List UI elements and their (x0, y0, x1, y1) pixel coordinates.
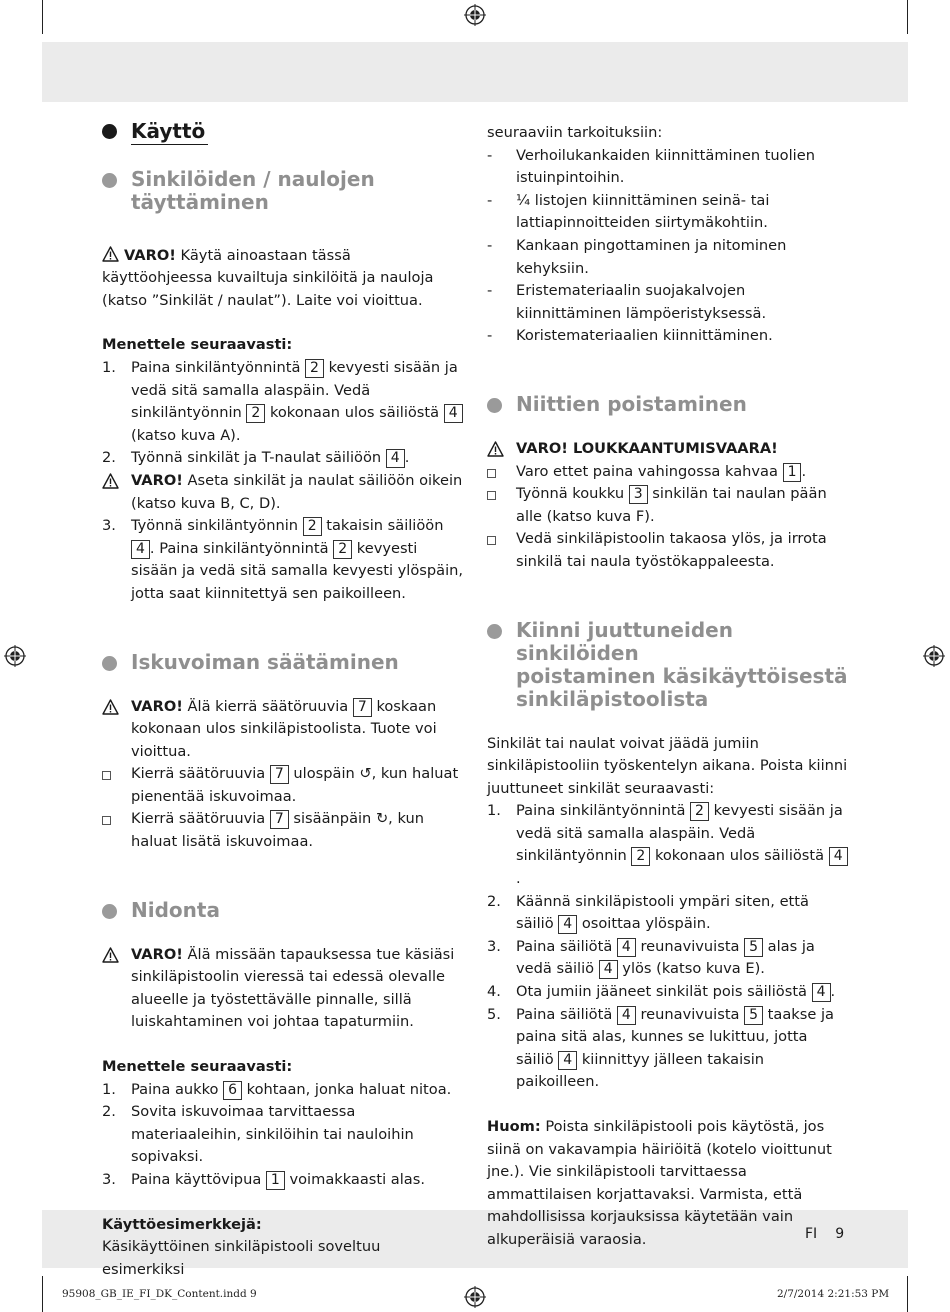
heading-impact: Iskuvoiman säätäminen (102, 651, 464, 674)
list-item: Vedä sinkiläpistoolin takaosa ylös, ja irrota sinkilä tai naula työstökappaleesta. (487, 528, 849, 573)
list-item: Työnnä koukku 3 sinkilän tai naulan pään alle (katso kuva F). (487, 483, 849, 528)
warning-icon (102, 473, 119, 489)
registration-mark-icon (464, 4, 486, 26)
list-item: 3. Paina käyttövipua 1 voimakkaasti alas. (102, 1171, 425, 1188)
crop-mark (907, 1276, 908, 1312)
examples-heading: Käyttöesimerkkejä: (102, 1215, 262, 1233)
list-item: 5. Paina säiliötä 4 reunavivuista 5 taakse ja paina sitä alas, kunnes se lukittuu, jotta säiliö 4 kiinnittyy jälleen takaisin paikoilleen. (487, 1005, 834, 1091)
list-item: 1. Paina sinkiläntyönnintä 2 kevyesti sisään ja vedä sitä samalla alaspäin. Vedä sinkiläntyönnin 2 kokonaan ulos säiliöstä 4. (487, 800, 849, 890)
crop-mark (907, 0, 908, 34)
list-item-warning: VARO! Älä missään tapauksessa tue käsiäsi sinkiläpistoolin vieressä tai edessä olevalle alueelle ja työstettävälle pinnalle, sillä luiskahtaminen voi johtaa tapaturmiin. (102, 944, 464, 1034)
list-item: Varo ettet paina vahingossa kahvaa 1 . (487, 461, 849, 484)
heading-kaytto: Käyttö (102, 118, 208, 144)
list-item: Kierrä säätöruuvia 7 ulospäin ↺, kun haluat pienentää iskuvoimaa. (102, 763, 464, 808)
heading-remove: Niittien poistaminen (487, 393, 849, 416)
page-number: 9 (835, 1226, 845, 1242)
proceed-heading: Menettele seuraavasti: (102, 1058, 293, 1076)
registration-mark-icon (464, 1286, 486, 1308)
crop-mark (42, 1276, 43, 1312)
warning-icon (487, 441, 504, 457)
list-item-warning: VARO! Älä kierrä säätöruuvia 7 koskaan kokonaan ulos sinkiläpistoolista. Tuote voi vioittua. (102, 696, 464, 764)
warning-paragraph: VARO! Käytä ainoastaan tässä käyttöohjeessa kuvailtuja sinkilöitä ja nauloja (katso ”Sinkilät / naulat”). Laite voi vioittua. (102, 246, 434, 309)
warning-heading: VARO! LOUKKAANTUMISVAARA! (487, 438, 849, 461)
list-item: - Verhoilukankaiden kiinnittäminen tuolien istuinpintoihin. (487, 146, 815, 187)
heading-staple: Nidonta (102, 899, 464, 922)
proceed-heading: Menettele seuraavasti: (102, 336, 293, 354)
header-band (42, 42, 908, 102)
heading-fill: Sinkilöiden / naulojen täyttäminen (102, 168, 464, 214)
page-footer (805, 1226, 844, 1242)
list-item: 3. Paina säiliötä 4 reunavivuista 5 alas ja vedä säiliö 4 ylös (katso kuva E). (487, 937, 815, 978)
warning-icon (102, 699, 119, 715)
registration-mark-icon (923, 645, 945, 667)
list-item: - Kankaan pingottaminen ja nitominen kehyksiin. (487, 236, 787, 277)
heading-jam: Kiinni juuttuneiden sinkilöiden poistaminen käsikäyttöisestä sinkiläpistoolista (487, 619, 849, 711)
crop-mark (42, 0, 43, 34)
right-column (487, 122, 849, 1252)
list-item: 3. Työnnä sinkiläntyönnin 2 takaisin säiliöön 4 . Paina sinkiläntyönnintä 2 kevyesti sisään ja vedä sitä samalla kevyesti ylöspäin, jotta saat kiinnitettyä sen paikoilleen. (102, 517, 464, 602)
list-item: - Eristemateriaalin suojakalvojen kiinnittäminen lämpöeristyksessä. (487, 282, 767, 322)
list-item: 4. Ota jumiin jääneet sinkilät pois säiliöstä 4 . (487, 983, 836, 1001)
list-item: 2. Käännä sinkiläpistooli ympäri siten, että säiliö 4 osoittaa ylöspäin. (487, 892, 809, 933)
list-item-warning: VARO! Aseta sinkilät ja naulat säiliöön oikein (katso kuva B, C, D). (102, 470, 464, 515)
warning-icon (102, 246, 119, 262)
registration-mark-icon (4, 645, 26, 667)
examples-text: Käsikäyttöinen sinkiläpistooli soveltuu esimerkiksi (102, 1238, 381, 1278)
continued-text: seuraaviin tarkoituksiin: (487, 124, 663, 141)
slug-date: 2/7/2014 2:21:53 PM (777, 1288, 890, 1300)
list-item: - Koristemateriaalien kiinnittäminen. (487, 327, 773, 345)
note-paragraph: Huom: Poista sinkiläpistooli pois käytöstä, jos siinä on vakavampia häiriöitä (kotelo vioittunut jne.). Vie sinkiläpistooli tarvittaessa ammattilaisen korjattavaksi. Varmista, että mahdollisissa korjauksissa käytetään vain alkuperäisiä varaosia. (487, 1118, 832, 1248)
list-item: 2. Työnnä sinkilät ja T-naulat säiliöön 4 . (102, 449, 410, 467)
list-item: - ¼ listojen kiinnittäminen seinä- tai lattiapinnoitteiden siirtymäkohtiin. (487, 191, 770, 232)
list-item: 1. Paina sinkiläntyönnintä 2 kevyesti sisään ja vedä sitä samalla alaspäin. Vedä sinkiläntyönnin 2 kokonaan ulos säiliöstä 4 (katso kuva A). (102, 357, 464, 447)
left-column (102, 118, 464, 1281)
jam-intro: Sinkilät tai naulat voivat jäädä jumiin sinkiläpistooliin työskentelyn aikana. Poista kiinni juuttuneet sinkilät seuraavasti: (487, 734, 848, 797)
slug-filename: 95908_GB_IE_FI_DK_Content.indd 9 (62, 1288, 257, 1300)
list-item: Kierrä säätöruuvia 7 sisäänpäin ↻, kun haluat lisätä iskuvoimaa. (102, 808, 464, 853)
language-code: FI (805, 1226, 818, 1242)
list-item: 1. Paina aukko 6 kohtaan, jonka haluat nitoa. (102, 1080, 452, 1098)
warning-icon (102, 947, 119, 963)
list-item: 2. Sovita iskuvoimaa tarvittaessa materiaaleihin, sinkilöihin tai nauloihin sopivaksi. (102, 1103, 414, 1166)
